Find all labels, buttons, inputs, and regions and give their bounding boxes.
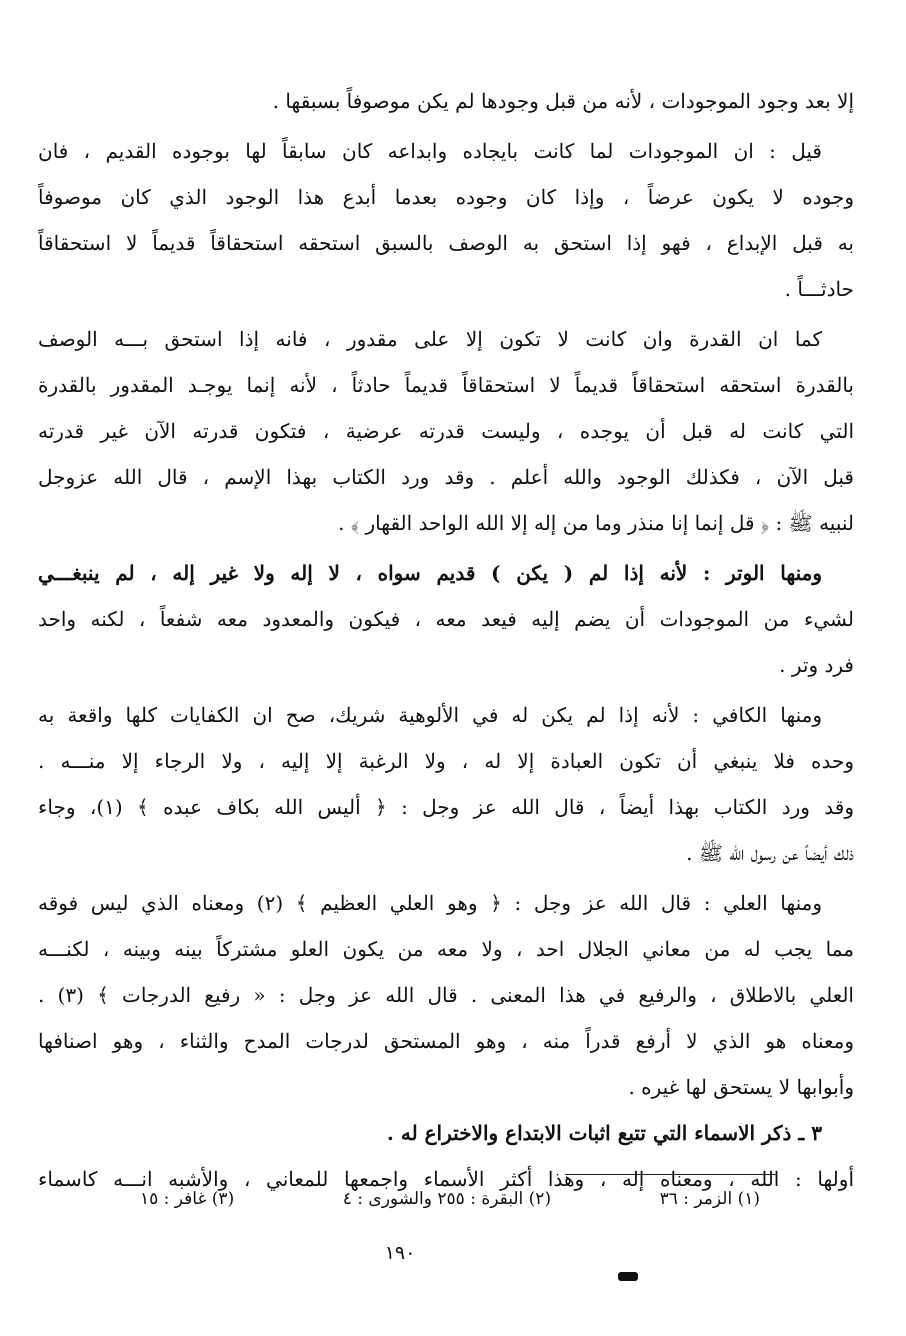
text-line: كما ان القدرة وان كانت لا تكون إلا على مقدور ، فانه إذا استحق بـــه الوصف (38, 327, 822, 351)
text-line: قيل : ان الموجودات لما كانت بايجاده وابداعه كان سابقاً لها بوجوده القديم ، فان (38, 139, 822, 163)
text-line: ومنها الكافي : لأنه إذا لم يكن له في الألوهية شريك، صح ان الكفايات كلها واقعة به (38, 703, 822, 727)
text-line: إلا بعد وجود الموجودات ، لأنه من قبل وجودها لم يكن موصوفاً بسبقها . (272, 89, 854, 113)
text-line: ومنها العلي : قال الله عز وجل : ﴿ وهو العلي العظيم ﴾ (٢) ومعناه الذي ليس فوقه (38, 891, 823, 915)
text-line: به قبل الإبداع ، فهو إذا استحق به الوصف بالسبق استحقه استحقاقاً قديماً لا استحقاقاً (38, 231, 854, 255)
text-line: وجوده لا يكون عرضاً ، وإذا كان وجوده بعدما أبدع هذا الوجود الذي كان موصوفاً (38, 185, 854, 209)
text-line: حادثـــاً . (784, 277, 854, 301)
text-line: ومنها الوتر : لأنه إذا لم ( يكن ) قديم سواه ، لا إله ولا غير إله ، لم ينبغـــي (38, 561, 822, 585)
text-line: لشيء من الموجودات أن يضم إليه فيعد معه ، فيكون والمعدود معه شفعاً ، لكنه واحد (38, 607, 854, 631)
ink-mark (618, 1272, 638, 1281)
text-line: وحده فلا ينبغي أن تكون العبادة إلا له ، ولا الرغبة إلا إليه ، ولا الرجاء إلا منـــه . (38, 749, 854, 773)
text-line: أولها : الله ، ومعناه إله ، وهذا أكثر الأسماء واجمعها للمعاني ، والأشبه انـــه كاسماء (38, 1167, 854, 1191)
text-line: قبل الآن ، فكذلك الوجود والله أعلم . وقد ورد الكتاب بهذا الإسم ، قال الله عزوجل (38, 465, 854, 489)
main-text (38, 78, 854, 1202)
text-line: وقد ورد الكتاب بهذا أيضاً ، قال الله عز وجل : ﴿ أليس الله بكاف عبده ﴾ (١)، وجاء (38, 795, 854, 819)
text-line: العلي بالاطلاق ، والرفيع في هذا المعنى . قال الله عز وجل : « رفيع الدرجات ﴾ (٣) . (38, 983, 854, 1007)
page-number: ١٩٠ (384, 1242, 416, 1264)
text-line: ومعناه هو الذي لا أرفع قدراً منه ، وهو المستحق لدرجات المدح والثناء ، وهو اصنافها (38, 1029, 854, 1053)
section-heading: ٣ ـ ذكر الاسماء التي تتبع اثبات الابتداع والاختراع له . (386, 1121, 822, 1145)
text-line: لنبيه ﷺ : ﴿ قل إنما إنا منذر وما من إله إلا الله الواحد القهار ﴾ . (338, 511, 854, 535)
footnote-divider (565, 1174, 777, 1175)
text-line: وأبوابها لا يستحق لها غيره . (628, 1075, 854, 1099)
text-line: فرد وتر . (779, 653, 854, 677)
footnote-2: (٢) البقرة : ٢٥٥ والشورى : ٤ (342, 1189, 552, 1209)
text-line: مما يجب له من معاني الجلال احد ، ولا معه من يكون العلو مشتركاً بينه وبينه ، لكنـــه (38, 937, 854, 961)
text-line: ذلك أيضاً عن رسول الله ﷺ . (686, 841, 854, 865)
footnote-1: (١) الزمر : ٣٦ (659, 1189, 760, 1209)
text-line: التي كانت له قبل أن يوجده ، وليست قدرته عرضية ، فتكون قدرته الآن غير قدرته (38, 419, 854, 443)
text-line: بالقدرة استحقه استحقاقاً قديماً لا استحقاقاً قديماً حادثاً ، لأنه إنما يوجـد المقدور بالقدرة (38, 373, 854, 397)
footnotes (140, 1184, 760, 1214)
footnote-3: (٣) غافر : ١٥ (140, 1189, 235, 1209)
